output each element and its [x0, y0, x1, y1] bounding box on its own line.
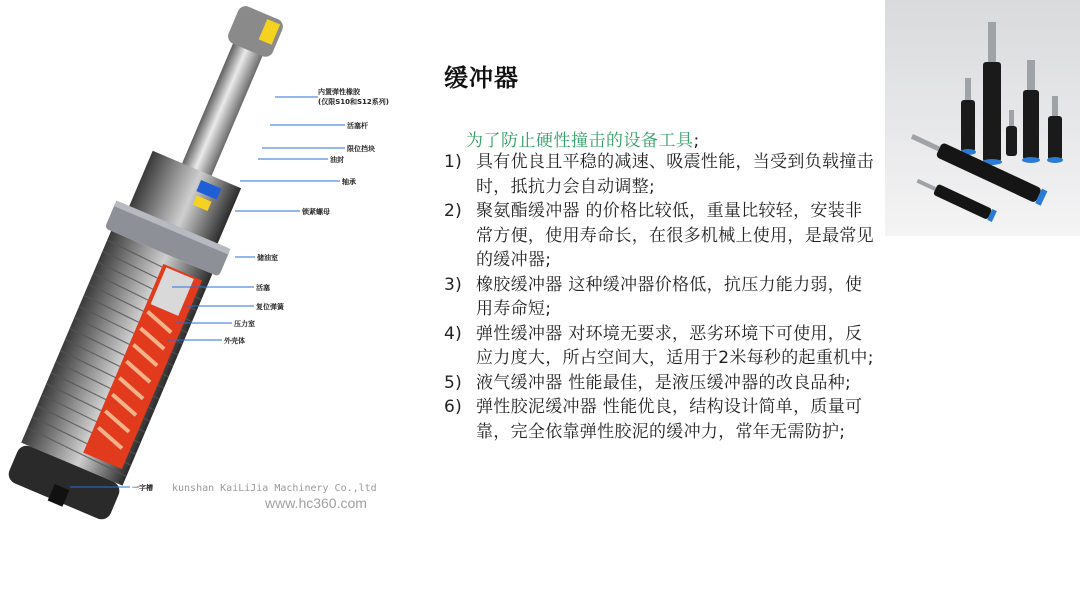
label-oil-seal: 油封 [330, 156, 344, 164]
list-item-number: 4) [444, 323, 463, 344]
label-slot: 一字槽 [132, 484, 153, 492]
label-return-spring: 复位弹簧 [256, 303, 284, 311]
watermark-site: www.hc360.com [265, 495, 367, 511]
shock-absorber-cutaway-diagram [0, 0, 410, 520]
list-item-text: 具有优良且平稳的减速、吸震性能，当受到负载撞击时，抵抗力会自动调整; [476, 152, 874, 197]
list-item-text: 弹性缓冲器 对环境无要求，恶劣环境下可使用，反应力度大，所占空间大，适用于2米每秒的起重机中; [476, 323, 874, 368]
label-piston-rod: 活塞杆 [347, 122, 368, 130]
label-bearing: 轴承 [342, 178, 356, 186]
label-piston: 活塞 [256, 284, 270, 292]
list-item [444, 322, 874, 371]
list-item [444, 150, 874, 199]
label-rubber: 内置弹性橡胶 [318, 88, 360, 96]
list-item [444, 199, 874, 273]
slide-title: 缓冲器 [444, 64, 519, 92]
list-item-text: 橡胶缓冲器 这种缓冲器价格低，抗压力能力弱，使用寿命短; [476, 274, 863, 319]
label-lock-nut: 锁紧螺母 [302, 208, 330, 216]
subtitle-text: 为了防止硬性撞击的设备工具 [466, 131, 694, 151]
subtitle-semicolon: ; [693, 131, 700, 151]
list-item-text: 弹性胶泥缓冲器 性能优良，结构设计简单，质量可靠，完全依靠弹性胶泥的缓冲力，常年无需防护; [476, 397, 863, 442]
list-item-number: 1) [444, 152, 463, 172]
label-oil-chamber: 储油室 [257, 254, 278, 262]
list-item-number: 2) [444, 201, 463, 221]
label-housing: 外壳体 [224, 337, 245, 345]
buffer-type-list [444, 150, 874, 444]
list-item-number: 5) [444, 372, 463, 393]
list-item-text: 聚氨酯缓冲器 的价格比较低，重量比较轻，安装非常方便，使用寿命长，在很多机械上使用，是最常见的缓冲器; [476, 201, 874, 270]
watermark-company: kunshan KaiLiJia Machinery Co.,ltd [172, 483, 377, 494]
list-item [444, 371, 874, 396]
list-item [444, 273, 874, 322]
slide-subtitle [466, 126, 700, 151]
label-pressure-chamber: 压力室 [234, 320, 255, 328]
list-item-number: 6) [444, 397, 463, 417]
label-stop-block: 限位挡块 [347, 145, 375, 153]
list-item [444, 395, 874, 444]
shock-absorbers-photo [885, 0, 1080, 236]
list-item-number: 3) [444, 274, 463, 295]
label-rubber-note: (仅限S10和S12系列) [318, 98, 389, 106]
list-item-text: 液气缓冲器 性能最佳，是液压缓冲器的改良品种; [476, 372, 852, 393]
